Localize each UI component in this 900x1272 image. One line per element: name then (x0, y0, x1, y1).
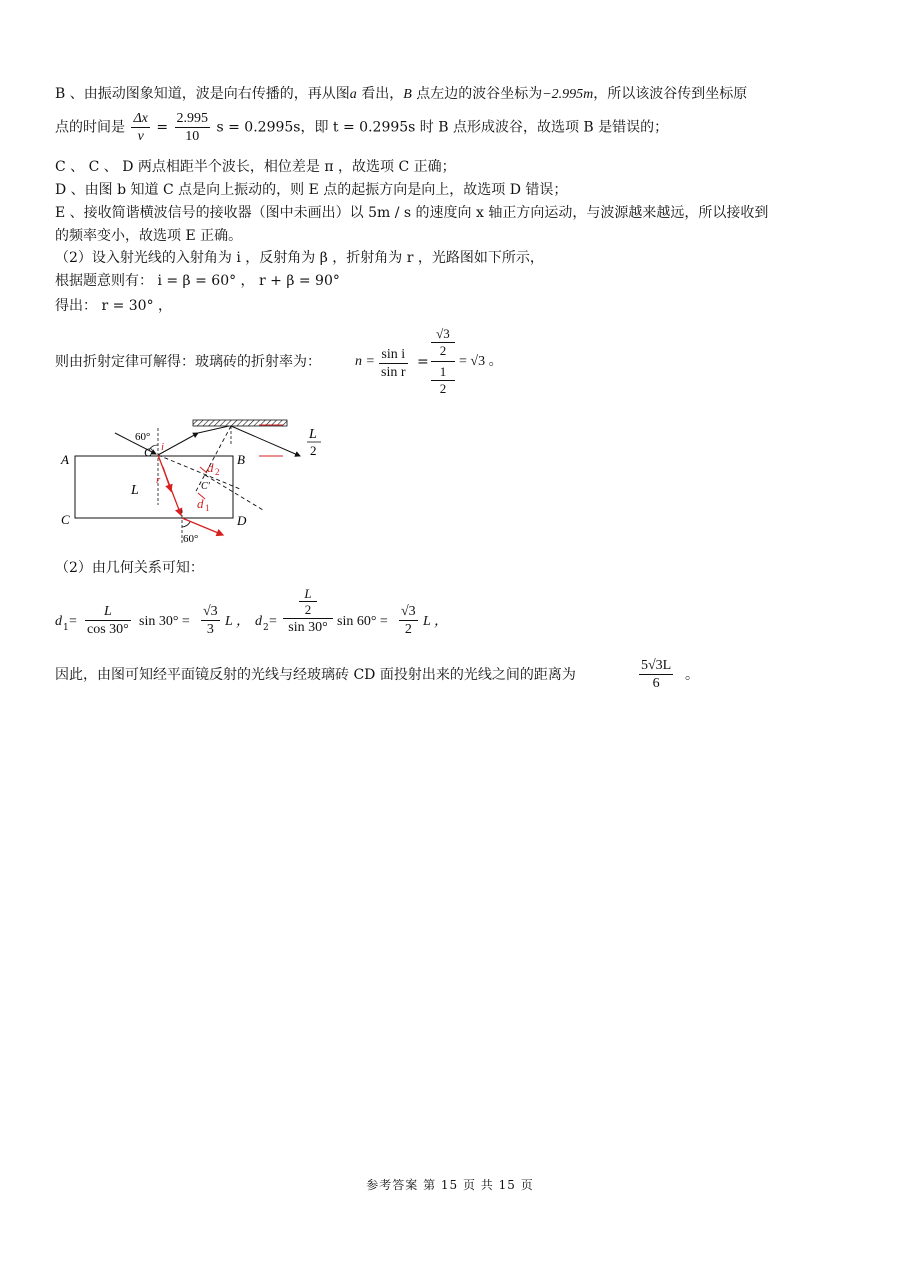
text: L ， (225, 614, 251, 629)
text: L ， (423, 614, 449, 629)
denominator: sin 30° (288, 620, 328, 635)
text: = (69, 614, 77, 629)
denominator: 3 (206, 622, 214, 637)
label-d2: d (207, 460, 214, 475)
numerator: 5√3L (641, 658, 672, 673)
text: sin 30° = (139, 614, 190, 629)
para-part2-intro: （2）设入射光线的入射角为 i ，反射角为 β ，折射角为 r ，光路图如下所示， (55, 250, 544, 266)
fraction-5sqrt3L-6 (639, 657, 673, 692)
denominator: 2 (431, 380, 455, 397)
para-option-e-line1: E 、接收简谐横波信号的接收器（图中未画出）以 5m / s 的速度向 x 轴正方向运动，与波源越来越远，所以接收到 (55, 205, 769, 221)
label-C-prime: C' (201, 481, 210, 492)
label-L-half-den: 2 (310, 443, 317, 458)
fraction-L2-sin30 (283, 586, 333, 636)
para-option-b-line2 (55, 110, 668, 145)
text: 点的时间是 (55, 119, 125, 136)
numerator: 2.995 (176, 111, 209, 126)
label-L-box: L (131, 483, 139, 498)
text: d (55, 614, 62, 629)
denominator: 2 (404, 622, 412, 637)
dashed-extension-3 (205, 475, 263, 510)
label-C-point: C (144, 445, 153, 459)
label-angle-bottom: 60° (183, 533, 199, 545)
text: = (156, 119, 169, 136)
numerator: L (85, 603, 131, 621)
fraction-dx-v (131, 110, 149, 145)
numerator: L (304, 586, 312, 601)
denominator: 10 (185, 129, 200, 144)
text: a (349, 87, 357, 102)
label-d2-sub: 2 (215, 467, 220, 477)
page-footer: 参考答案 第 15 页 共 15 页 (366, 1178, 534, 1192)
denominator: 2 (299, 601, 317, 617)
text: s = 0.2995s，即 t = 0.2995s 时 B 点形成波谷，故选项 B 是错误的； (216, 119, 669, 136)
para-option-c: C 、 C 、 D 两点相距半个波长，相位差是 π ，故选项 C 正确； (55, 159, 456, 175)
numerator: √3 (401, 604, 416, 619)
denominator: 2 (431, 342, 455, 359)
label-D: D (237, 513, 247, 528)
text: B (403, 87, 412, 102)
text: sin 60° = (337, 614, 388, 629)
label-C: C (61, 512, 70, 527)
text: 点左边的波谷坐标为 (411, 86, 543, 102)
para-option-e-line2: 的频率变小，故选项 E 正确。 (55, 228, 243, 244)
text: 看出， (356, 86, 404, 102)
numerator: Δx (133, 111, 148, 126)
light-path-diagram (55, 415, 345, 550)
numerator: √3 (436, 326, 450, 341)
text: 。 (685, 667, 699, 683)
para-option-d: D 、由图 b 知道 C 点是向上振动的，则 E 点的起振方向是向上，故选项 D 错误； (55, 182, 568, 198)
text: B 、由振动图象知道，波是向右传播的，再从图 (55, 86, 350, 102)
text: = √3 。 (459, 354, 503, 369)
label-d1: d (197, 496, 204, 511)
numerator: sin i (379, 346, 408, 364)
compound-fraction (431, 326, 455, 397)
dashed-extension-1 (158, 455, 240, 489)
text: ，所以该波谷传到坐标原 (593, 86, 748, 102)
text: 1 (63, 623, 69, 633)
fraction-2995-10 (175, 110, 211, 145)
label-i: i (161, 441, 165, 453)
text: 2 (263, 623, 269, 633)
para-geometry-intro: （2）由几何关系可知： (55, 560, 204, 576)
numerator: 1 (439, 364, 447, 379)
angle-arc-bottom (182, 522, 190, 527)
text: 因此，由图可知经平面镜反射的光线与经玻璃砖 CD 面投射出来的光线之间的距离为 (55, 667, 576, 683)
d2-marker (200, 467, 207, 473)
label-d1-sub: 1 (205, 503, 210, 513)
denominator: sin r (381, 365, 406, 380)
text: = (417, 354, 429, 370)
para-option-b-line1 (55, 84, 747, 105)
text: −2.995m (542, 87, 594, 102)
denominator: v (137, 129, 144, 144)
text: = (269, 614, 277, 629)
refracted-ray-inner (163, 467, 171, 491)
reflected-ray-up-2 (198, 426, 229, 433)
numerator: √3 (203, 604, 218, 619)
para-result-r: 得出： r = 30° ， (55, 298, 173, 314)
text: n = (355, 354, 375, 369)
label-angle-top: 60° (135, 431, 151, 443)
fraction-sin-i-sin-r (379, 346, 408, 381)
fraction-L-cos30 (85, 603, 131, 638)
para-given: 根据题意则有： i = β = 60° ， r + β = 90° (55, 273, 340, 289)
label-B: B (237, 452, 245, 467)
denominator: 6 (652, 676, 660, 691)
fraction-sqrt3-3 (201, 603, 220, 638)
denominator: cos 30° (87, 622, 129, 637)
label-A: A (61, 452, 69, 467)
label-r: r (156, 474, 161, 486)
fraction-sqrt3-2 (399, 603, 418, 638)
text: d (255, 614, 262, 629)
text: 则由折射定律可解得：玻璃砖的折射率为： (55, 354, 321, 370)
label-L-half-num: L (309, 427, 317, 442)
